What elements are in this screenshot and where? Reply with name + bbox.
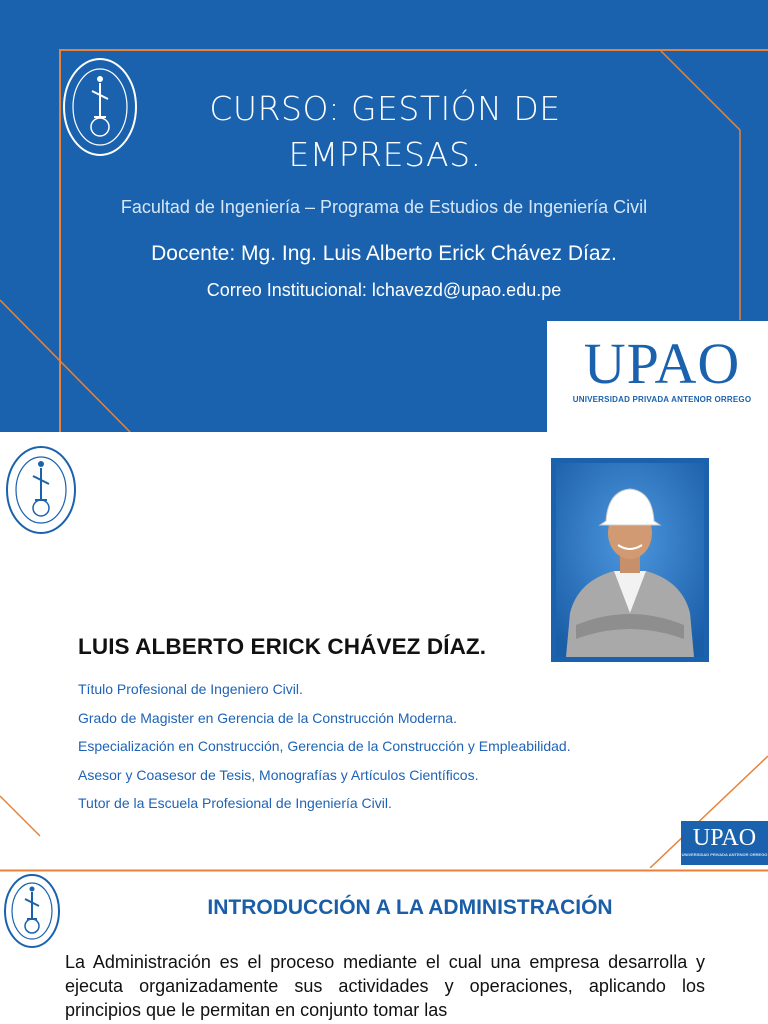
institutional-email: Correo Institucional: lchavezd@upao.edu.pe [206,280,562,300]
upao-logo [547,321,768,432]
university-seal-icon [2,872,62,950]
university-seal-icon [61,55,139,159]
university-seal-icon [4,444,78,536]
credential-item: Asesor y Coasesor de Tesis, Monografías y Artículos Científicos. [78,767,479,783]
credential-item: Grado de Magister en Gerencia de la Construcción Moderna. [78,710,457,726]
faculty-subtitle: Facultad de Ingeniería – Programa de Estudios de Ingeniería Civil [120,197,648,217]
instructor-name: Docente: Mg. Ing. Luis Alberto Erick Chávez Díaz. [151,242,617,265]
instructor-full-name: LUIS ALBERTO ERICK CHÁVEZ DÍAZ. [78,634,487,659]
course-title [150,86,620,178]
upao-logo-subtitle: UNIVERSIDAD PRIVADA ANTENOR ORREGO [681,852,768,857]
instructor-portrait-icon [556,463,704,657]
section-title: INTRODUCCIÓN A LA ADMINISTRACIÓN [207,896,613,919]
introduction-slide [0,869,768,1024]
instructor-slide [0,436,768,868]
upao-logo [681,821,768,865]
title-slide [0,0,768,432]
credential-item: Tutor de la Escuela Profesional de Ingeniería Civil. [78,795,392,811]
upao-logo-word: UPAO [583,331,741,396]
upao-logo-word: UPAO [692,825,757,851]
upao-logo-subtitle: UNIVERSIDAD PRIVADA ANTENOR ORREGO [572,395,752,404]
credential-item: Título Profesional de Ingeniero Civil. [78,681,303,697]
top-rule [0,869,768,872]
course-title-line-1: CURSO: GESTIÓN DE [209,89,561,128]
course-title-line-2: EMPRESAS. [288,135,482,174]
section-body-text: La Administración es el proceso mediante el cual una empresa desarrolla y ejecuta organizadamente sus actividades y operaciones, aplicando los principios que le permitan en conjunto tomar las [65,952,705,1020]
instructor-photo [551,458,709,662]
credential-item: Especialización en Construcción, Gerencia de la Construcción y Empleabilidad. [78,738,571,754]
